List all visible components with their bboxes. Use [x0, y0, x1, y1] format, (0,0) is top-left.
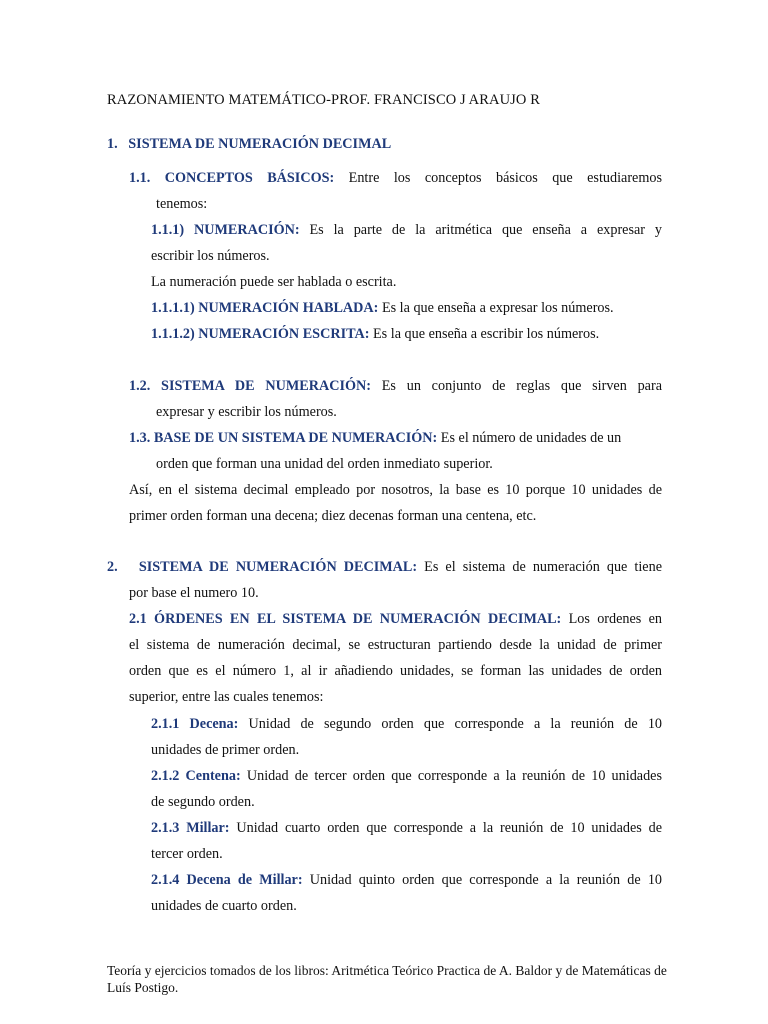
- section-1-1-1-line-3: La numeración puede ser hablada o escrita.: [151, 274, 397, 290]
- section-2-1-label: 2.1 ÓRDENES EN EL SISTEMA DE NUMERACIÓN DECIMAL:: [129, 611, 562, 627]
- section-1-1-line-2: tenemos:: [156, 196, 208, 212]
- section-2-1-4-line-2: unidades de cuarto orden.: [151, 898, 297, 914]
- section-1-2-line-2: expresar y escribir los números.: [156, 404, 337, 420]
- section-1-number: 1.: [107, 136, 118, 152]
- section-1-1-label: 1.1. CONCEPTOS BÁSICOS:: [129, 170, 335, 186]
- section-2-line-1: [107, 558, 662, 576]
- section-2-1-2-line-1: [151, 767, 662, 785]
- section-1-3-line-1: [129, 429, 621, 447]
- section-2-1-1-label: 2.1.1 Decena:: [151, 716, 239, 732]
- section-1-heading: [107, 135, 391, 153]
- section-1-1-1-1-label: 1.1.1.1) NUMERACIÓN HABLADA:: [151, 300, 379, 316]
- section-1-1-1-2-line: [151, 325, 599, 343]
- section-1-3-line-3: Así, en el sistema decimal empleado por nosotros, la base es 10 porque 10 unidades de: [129, 482, 662, 498]
- section-1-1-1-2-text: Es la que enseña a escribir los números.: [373, 326, 600, 342]
- section-2-text: Es el sistema de numeración que tiene: [424, 559, 663, 575]
- section-2-1-3-label: 2.1.3 Millar:: [151, 820, 230, 836]
- section-2-1-text: Los ordenes en: [568, 611, 663, 627]
- section-2-1-4-line-1: [151, 871, 662, 889]
- section-1-1-1-1-line: [151, 299, 614, 317]
- section-2-1-2-label: 2.1.2 Centena:: [151, 768, 241, 784]
- page-header: RAZONAMIENTO MATEMÁTICO-PROF. FRANCISCO J ARAUJO R: [107, 92, 540, 108]
- section-1-3-label: 1.3. BASE DE UN SISTEMA DE NUMERACIÓN:: [129, 430, 438, 446]
- section-1-title: SISTEMA DE NUMERACIÓN DECIMAL: [128, 136, 392, 152]
- page-footer: Teoría y ejercicios tomados de los libros: Aritmética Teórico Practica de A. Baldor y de Matemáticas de Luís Postigo.: [107, 963, 667, 995]
- section-2-1-3-text: Unidad cuarto orden que corresponde a la reunión de 10 unidades de: [236, 820, 662, 836]
- section-2-1-3-line-1: [151, 819, 662, 837]
- section-1-1-1-text: Es la parte de la aritmética que enseña a expresar y: [309, 222, 663, 238]
- section-2-label: SISTEMA DE NUMERACIÓN DECIMAL:: [138, 559, 418, 575]
- section-1-3-line-2: orden que forman una unidad del orden inmediato superior.: [156, 456, 493, 472]
- section-1-1-text: Entre los conceptos básicos que estudiaremos: [348, 170, 662, 186]
- section-2-1-4-label: 2.1.4 Decena de Millar:: [151, 872, 303, 888]
- section-2-1-line-2: el sistema de numeración decimal, se estructuran partiendo desde la unidad de primer: [129, 637, 662, 653]
- section-1-3-line-4: primer orden forman una decena; diez decenas forman una centena, etc.: [129, 508, 537, 524]
- section-1-1-line-1: [129, 169, 662, 187]
- section-1-1-1-line-1: [151, 221, 662, 239]
- section-2-1-line-4: superior, entre las cuales tenemos:: [129, 689, 324, 705]
- section-2-1-line-3: orden que es el número 1, al ir añadiendo unidades, se forman las unidades de orden: [129, 663, 662, 679]
- section-1-2-text: Es un conjunto de reglas que sirven para: [381, 378, 662, 394]
- section-2-1-3-line-2: tercer orden.: [151, 846, 223, 862]
- section-2-1-4-text: Unidad quinto orden que corresponde a la reunión de 10: [309, 872, 663, 888]
- section-2-number: 2.: [107, 559, 118, 575]
- section-1-1-1-label: 1.1.1) NUMERACIÓN:: [151, 222, 300, 238]
- section-2-1-1-text: Unidad de segundo orden que corresponde a la reunión de 10: [248, 716, 663, 732]
- section-1-2-label: 1.2. SISTEMA DE NUMERACIÓN:: [129, 378, 371, 394]
- section-2-line-2: por base el numero 10.: [129, 585, 259, 601]
- section-1-1-1-2-label: 1.1.1.2) NUMERACIÓN ESCRITA:: [151, 326, 370, 342]
- section-2-1-2-line-2: de segundo orden.: [151, 794, 255, 810]
- section-2-1-line-1: [129, 610, 662, 628]
- section-1-2-line-1: [129, 377, 662, 395]
- section-2-1-2-text: Unidad de tercer orden que corresponde a la reunión de 10 unidades: [246, 768, 662, 784]
- section-2-1-1-line-1: [151, 715, 662, 733]
- section-1-1-1-line-2: escribir los números.: [151, 248, 270, 264]
- section-1-3-text: Es el número de unidades de un: [440, 430, 622, 446]
- section-1-1-1-1-text: Es la que enseña a expresar los números.: [381, 300, 614, 316]
- section-2-1-1-line-2: unidades de primer orden.: [151, 742, 300, 758]
